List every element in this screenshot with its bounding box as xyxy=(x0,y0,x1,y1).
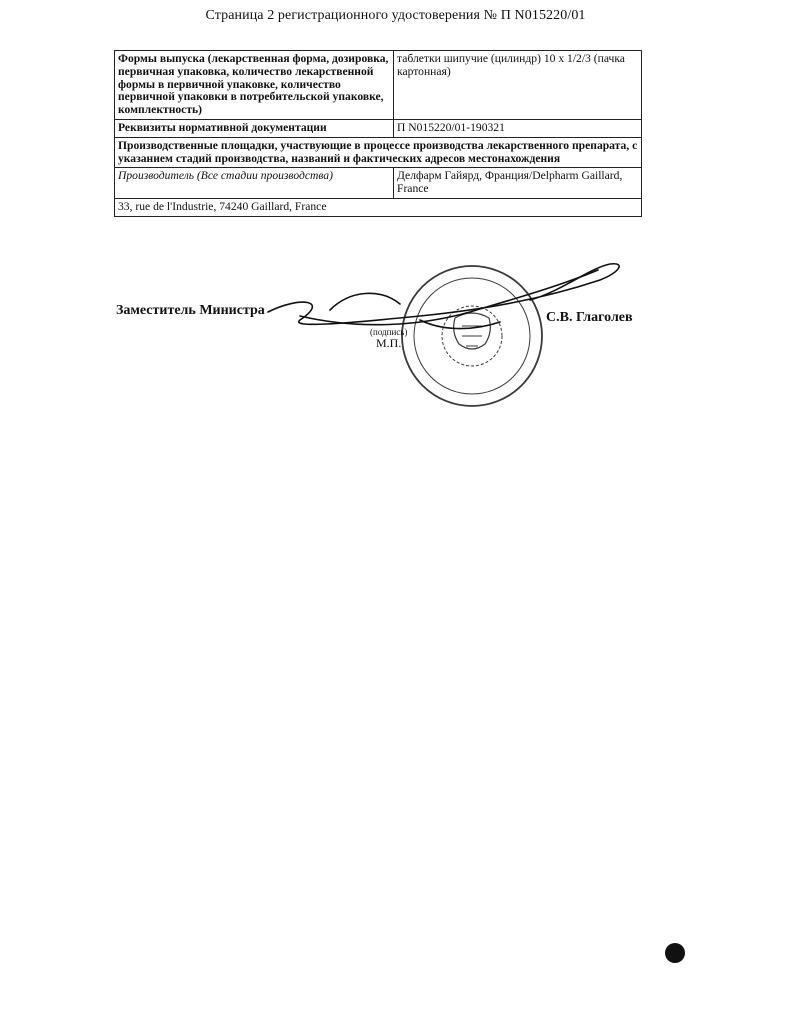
manufacturer-address: 33, rue de l'Industrie, 74240 Gaillard, France xyxy=(115,198,642,216)
normative-docs-value: П N015220/01-190321 xyxy=(394,119,642,137)
page-title: Страница 2 регистрационного удостоверения № П N015220/01 xyxy=(205,8,586,23)
production-sites-label: Производственные площадки, участвующие в процессе производства лекарственного препарата, с указанием стадий производства, названий и фактических адресов местонахождения xyxy=(115,137,642,168)
manufacturer-label: Производитель (Все стадии производства) xyxy=(115,168,394,199)
release-forms-value: таблетки шипучие (цилиндр) 10 x 1/2/3 (пачка картонная) xyxy=(394,51,642,120)
signature-block xyxy=(116,300,646,324)
signatory-name: С.В. Глаголев xyxy=(546,310,633,325)
release-forms-label: Формы выпуска (лекарственная форма, дозировка, первичная упаковка, количество лекарственной формы в первичной упаковке, количество первичной упаковки в потребительской упаковке, комплектность) xyxy=(115,51,394,120)
manufacturer-value: Делфарм Гайярд, Франция/Delpharm Gaillard, France xyxy=(394,168,642,199)
signatory-position: Заместитель Министра xyxy=(116,303,265,318)
normative-docs-label: Реквизиты нормативной документации xyxy=(115,119,394,137)
scan-mark-dot xyxy=(665,943,685,963)
official-seal xyxy=(402,266,542,406)
seal-caption: М.П. xyxy=(376,336,402,350)
signature-caption: (подпись) xyxy=(370,327,408,337)
